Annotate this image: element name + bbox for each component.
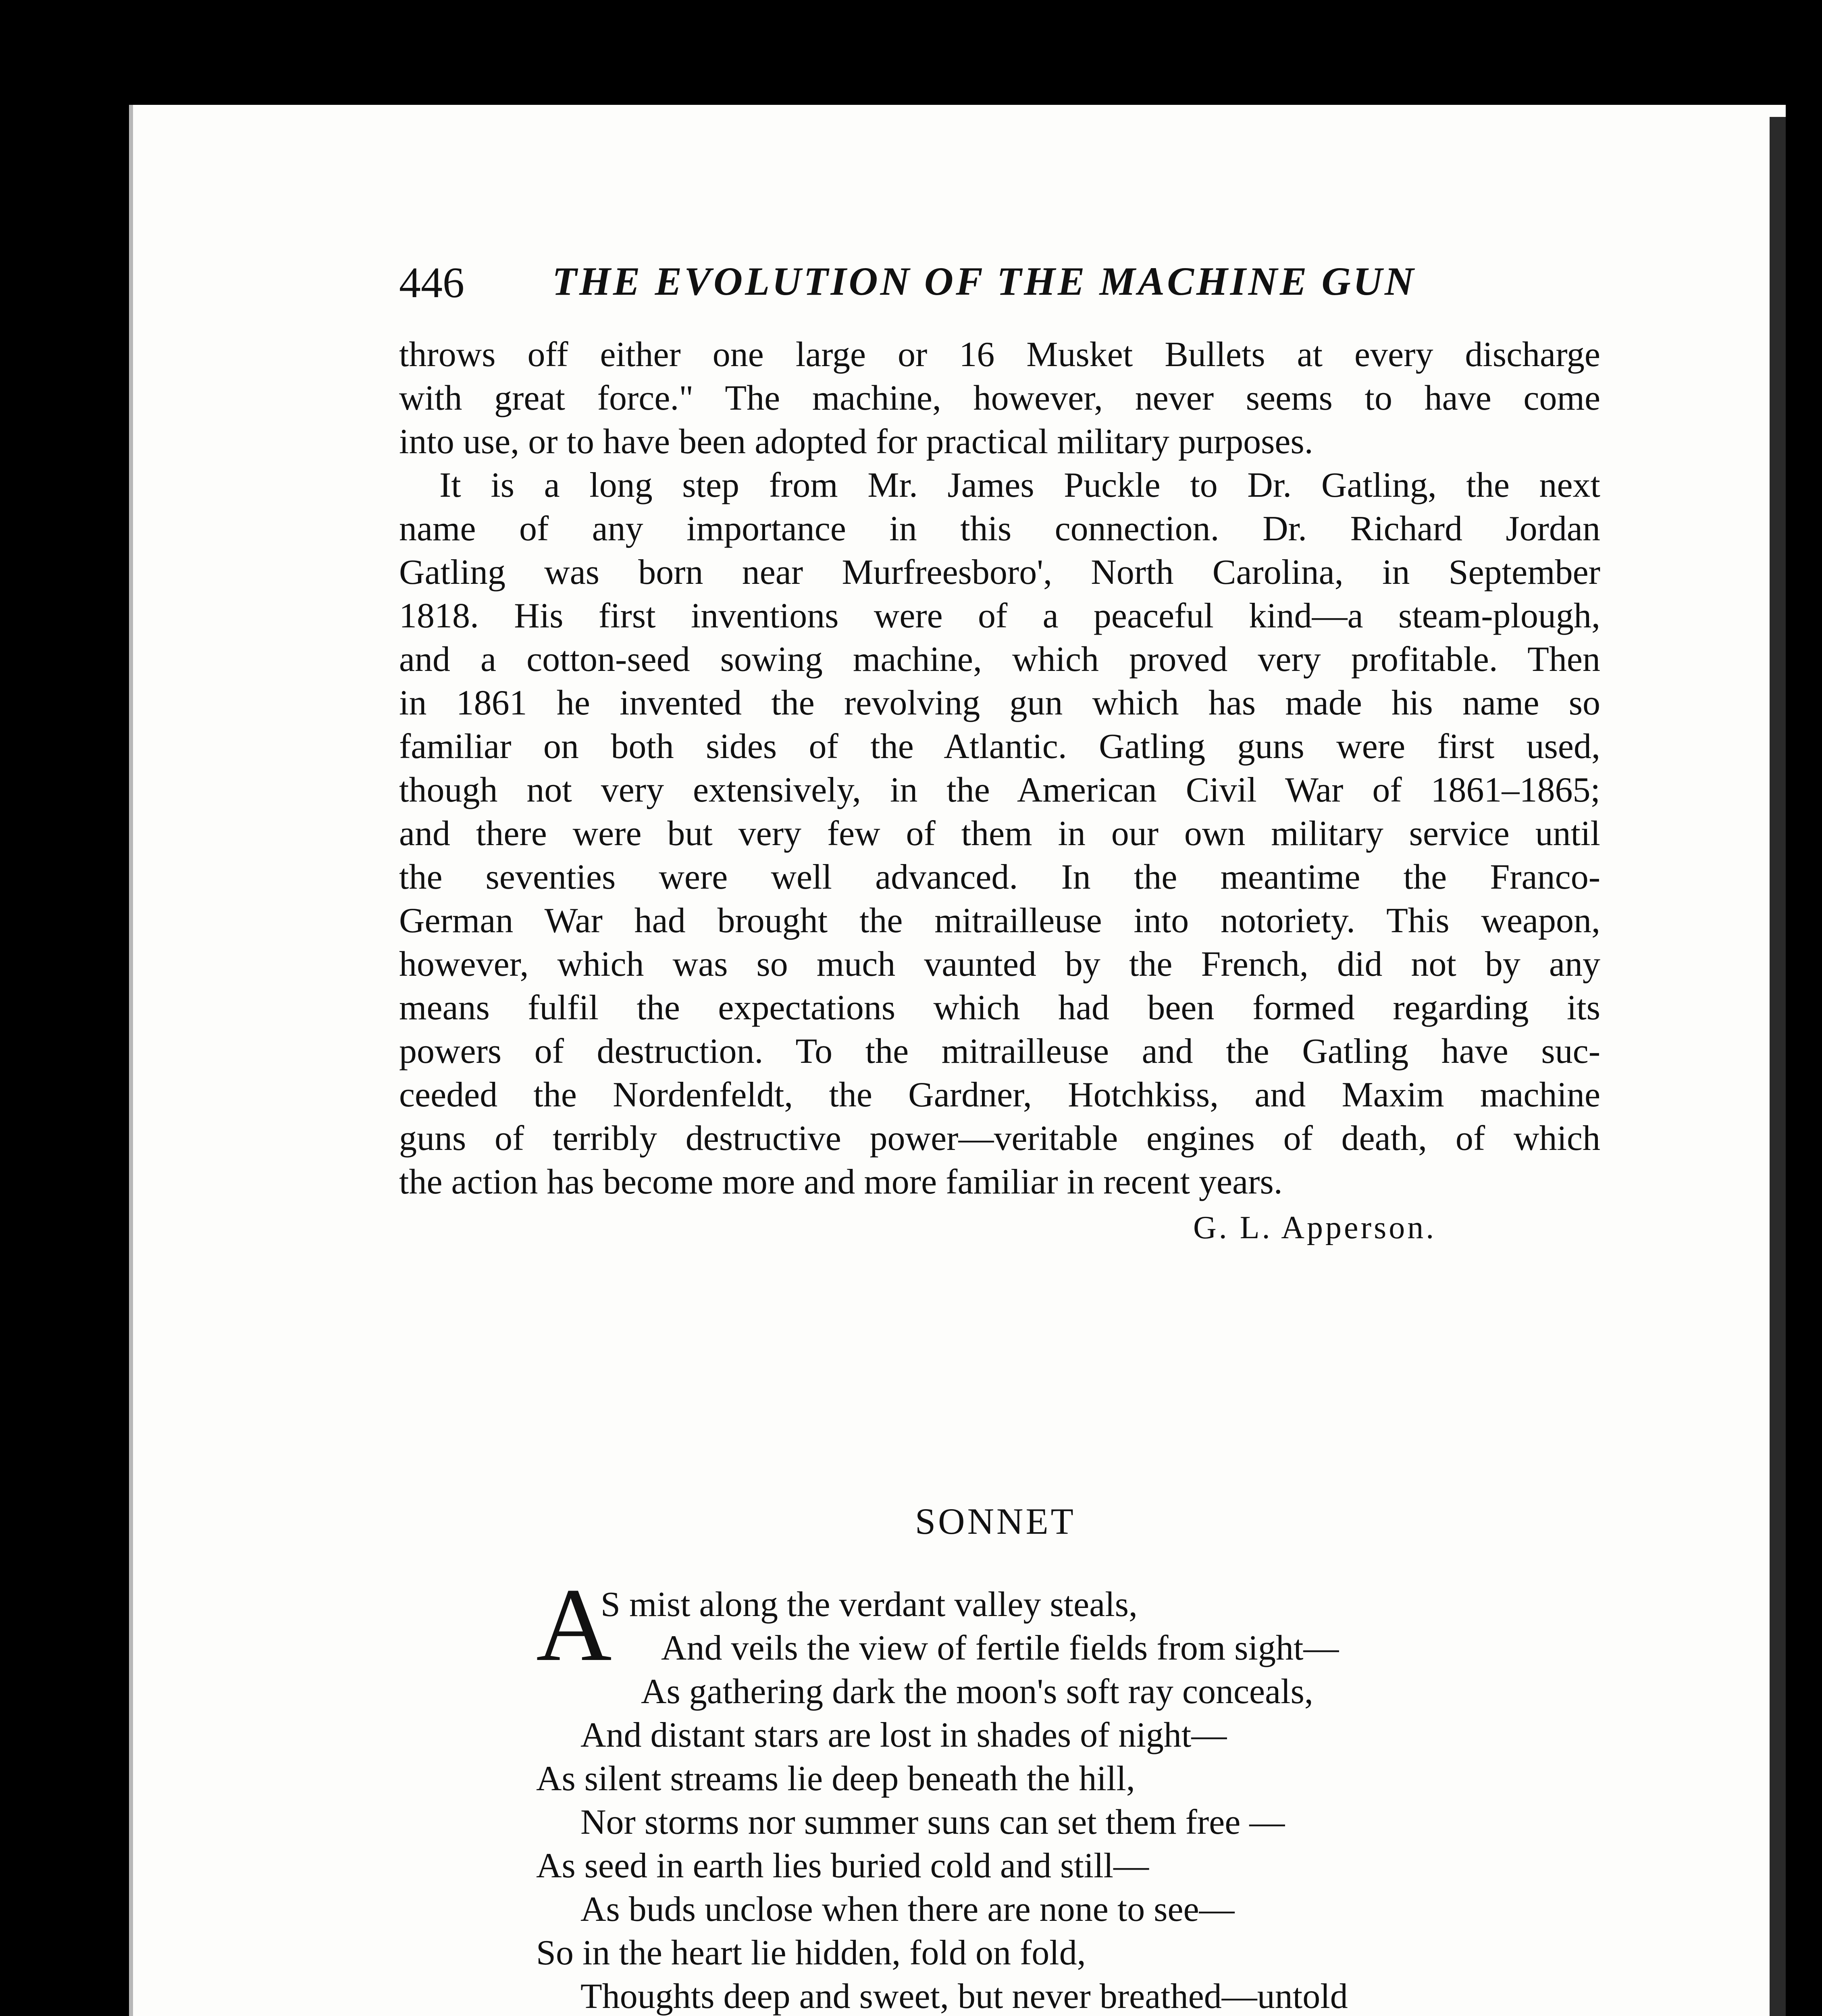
running-head: THE EVOLUTION OF THE MACHINE GUN [552,259,1416,304]
page-spine-shadow [1770,117,1786,2016]
article-line: however, which was so much vaunted by the French, did not by any [399,945,1600,984]
article-signature: G. L. Apperson. [1193,1210,1437,1245]
drop-cap: A [536,1567,612,1683]
sonnet-line: And distant stars are lost in shades of night— [580,1716,1227,1755]
article-line: though not very extensively, in the American Civil War of 1861–1865; [399,771,1600,810]
sonnet-line: And veils the view of fertile fields from sight— [661,1629,1339,1668]
article-line: with great force." The machine, however, never seems to have come [399,379,1600,418]
sonnet-line: Nor storms nor summer suns can set them free — [580,1803,1285,1842]
sonnet-line: As seed in earth lies buried cold and still— [536,1846,1149,1885]
article-line: familiar on both sides of the Atlantic. Gatling guns were first used, [399,727,1600,766]
sonnet-line: S mist along the verdant valley steals, [601,1585,1138,1624]
article-line: and a cotton-seed sowing machine, which proved very profitable. Then [399,640,1600,679]
article-line: Gatling was born near Murfreesboro', North Carolina, in September [399,553,1600,592]
article-line: name of any importance in this connection. Dr. Richard Jordan [399,509,1600,548]
article-line: means fulfil the expectations which had been formed regarding its [399,988,1600,1027]
article-line: ceeded the Nordenfeldt, the Gardner, Hotchkiss, and Maxim machine [399,1075,1600,1114]
page-header [399,258,1608,314]
article-line: and there were but very few of them in our own military service until [399,814,1600,853]
article-line: powers of destruction. To the mitrailleuse and the Gatling have suc- [399,1032,1600,1071]
article-line: guns of terribly destructive power—veritable engines of death, of which [399,1119,1600,1158]
article-line: throws off either one large or 16 Musket Bullets at every discharge [399,335,1600,374]
article-line: It is a long step from Mr. James Puckle to Dr. Gatling, the next [439,466,1600,505]
article-line: in 1861 he invented the revolving gun which has made his name so [399,683,1600,723]
sonnet-title: SONNET [915,1501,1076,1542]
page-number: 446 [399,259,464,307]
article-line: 1818. His first inventions were of a peaceful kind—a steam-plough, [399,596,1600,635]
sonnet-line: As silent streams lie deep beneath the hill, [536,1759,1135,1798]
sonnet-line: As gathering dark the moon's soft ray conceals, [641,1672,1313,1711]
article-line: the seventies were well advanced. In the meantime the Franco- [399,858,1600,897]
sonnet-line: As buds unclose when there are none to see— [580,1890,1235,1929]
article-line: the action has become more and more familiar in recent years. [399,1162,1283,1202]
article-line: into use, or to have been adopted for practical military purposes. [399,422,1313,461]
sonnet-line: Thoughts deep and sweet, but never breathed—untold [580,1977,1348,2016]
article-line: German War had brought the mitrailleuse into notoriety. This weapon, [399,901,1600,940]
sonnet-line: So in the heart lie hidden, fold on fold, [536,1933,1086,1972]
